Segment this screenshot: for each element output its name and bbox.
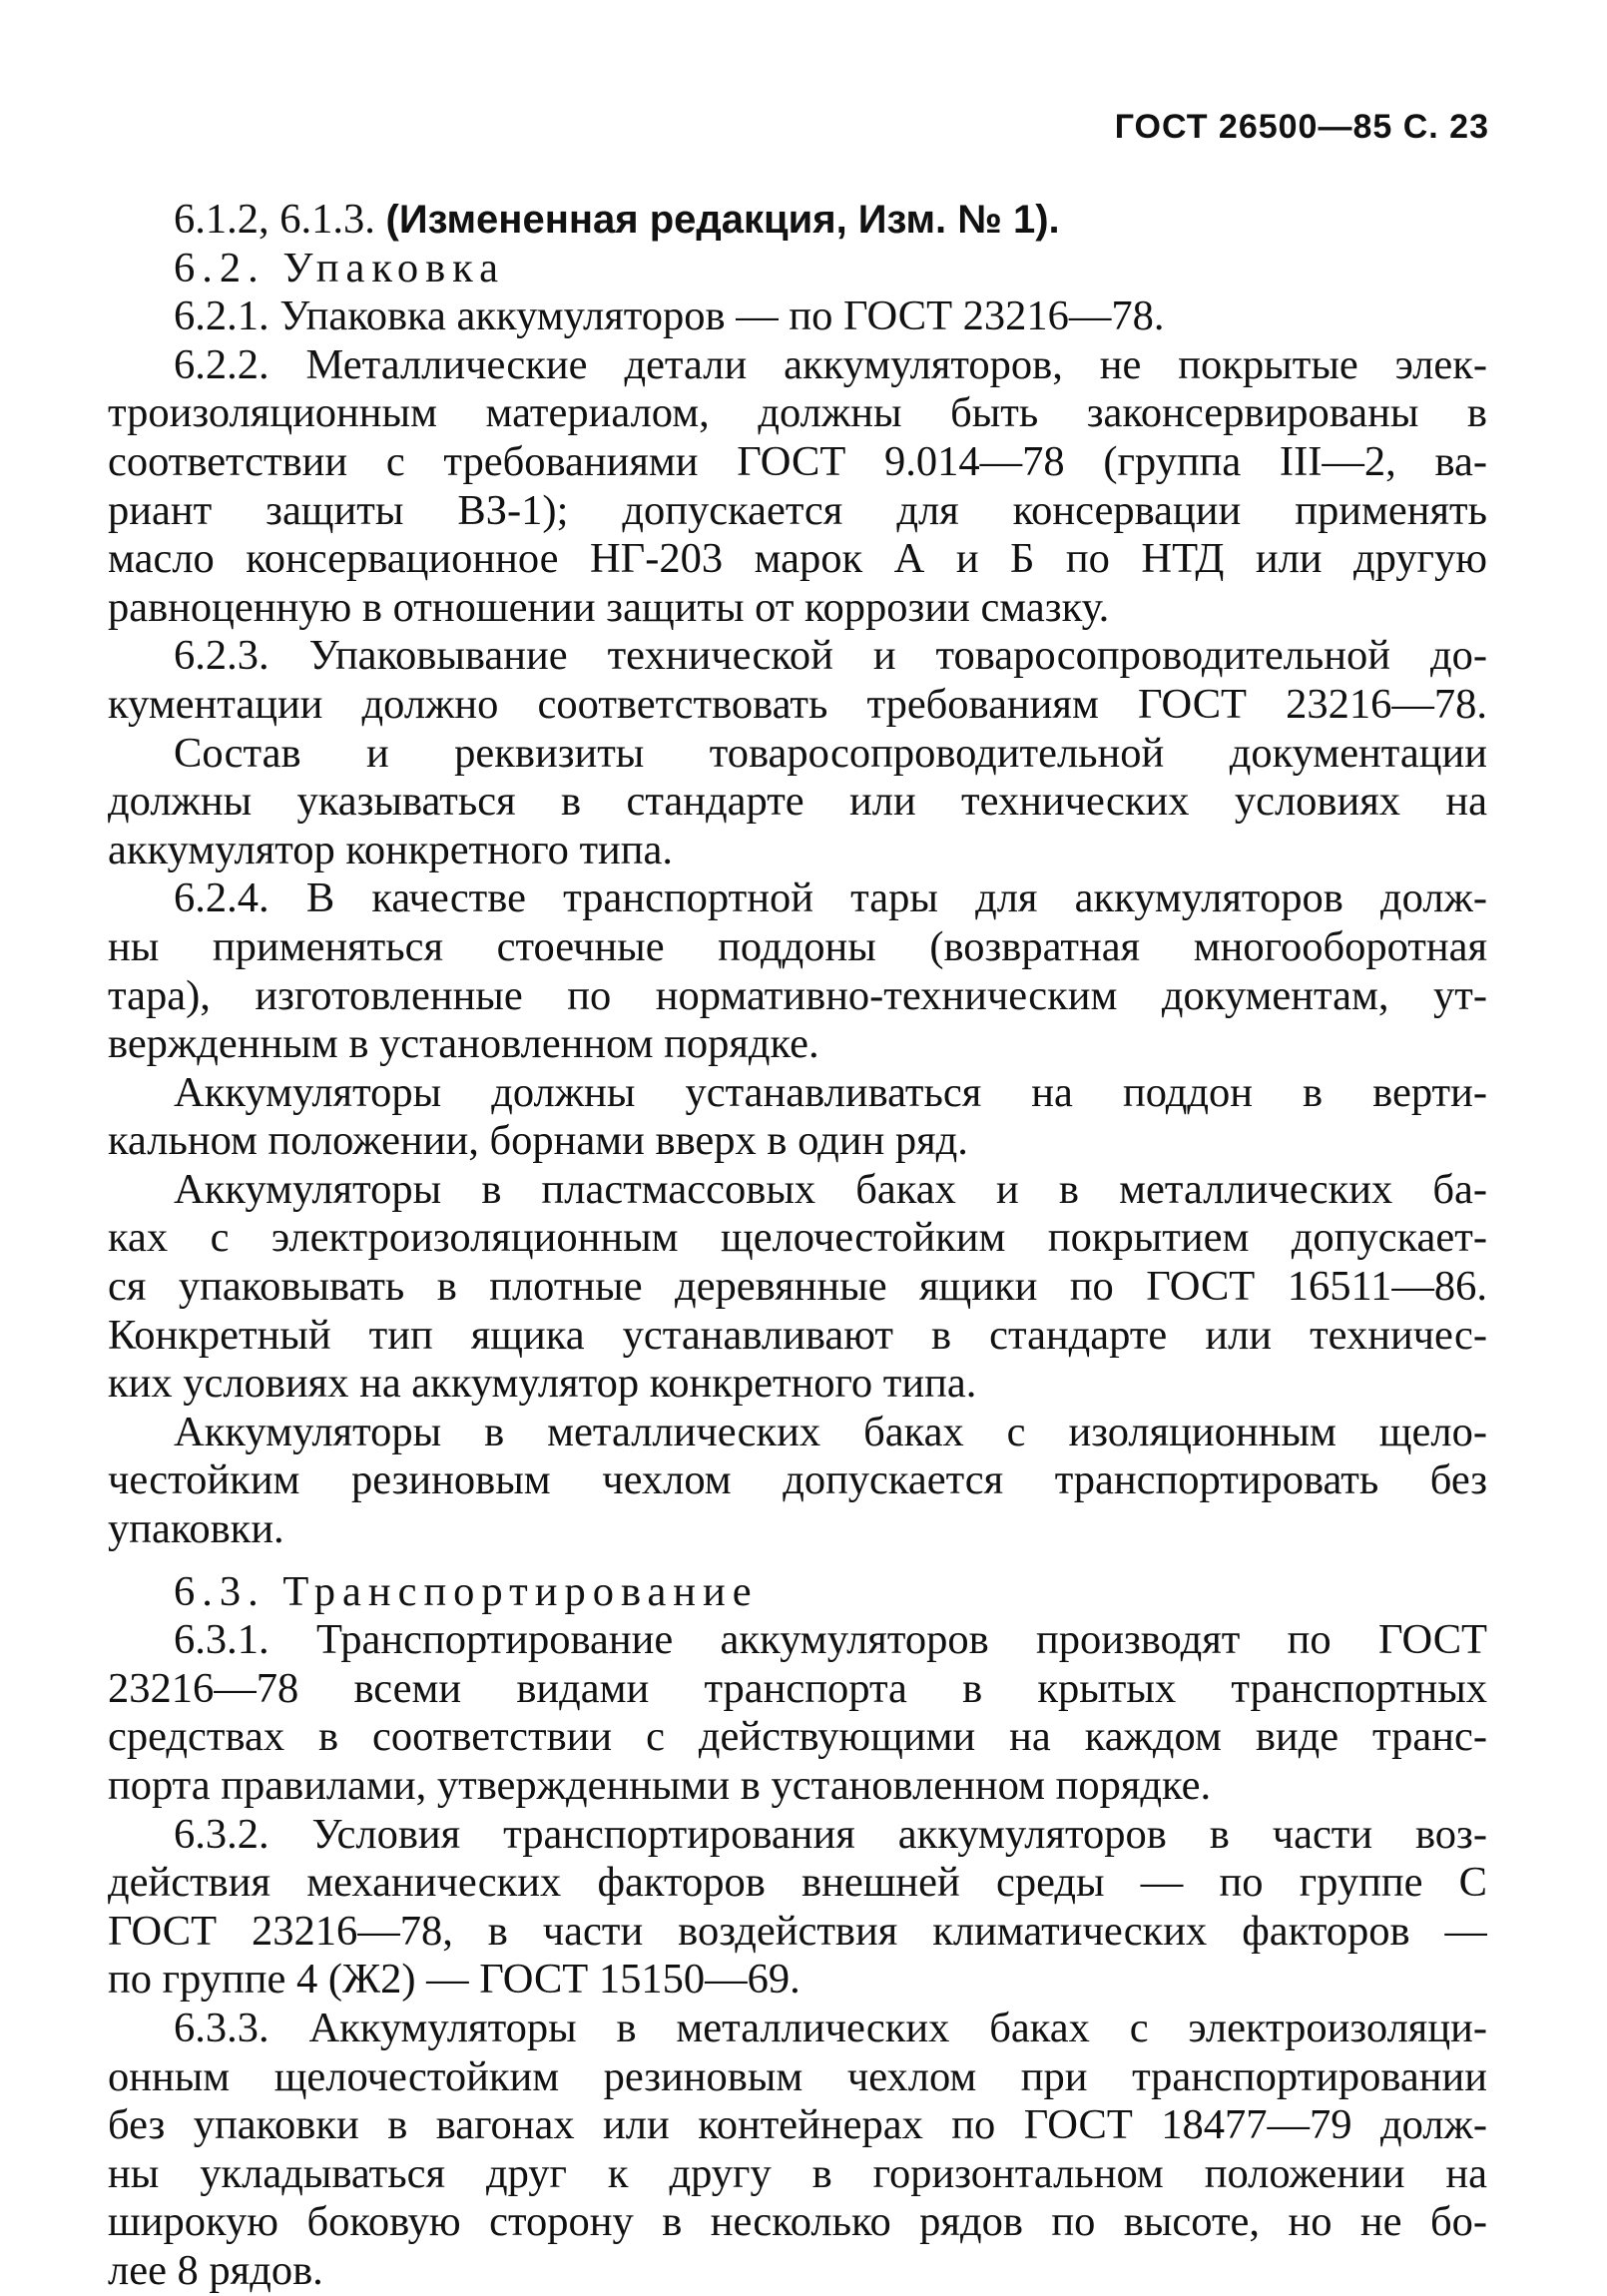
section-6-3-1-line: 23216—78 всеми видами транспорта в крытых транспортных bbox=[108, 1664, 1487, 1712]
section-6-2-4-line: честойким резиновым чехлом допускается транспортировать без bbox=[108, 1456, 1487, 1504]
section-6-1-2-prefix: 6.1.2, 6.1.3. bbox=[174, 196, 386, 243]
section-6-3-1-line: средствах в соответствии с действующими на каждом виде транс- bbox=[108, 1713, 1487, 1761]
section-6-3-2-line: ГОСТ 23216—78, в части воздействия климатических факторов — bbox=[108, 1907, 1487, 1955]
section-6-3-2-line: 6.3.2. Условия транспортирования аккумуляторов в части воз- bbox=[174, 1810, 1487, 1858]
section-6-3-2-line: по группе 4 (Ж2) — ГОСТ 15150—69. bbox=[108, 1956, 801, 2004]
section-6-3-3-line: 6.3.3. Аккумуляторы в металлических баках с электроизоляци- bbox=[174, 2004, 1487, 2051]
section-6-2-4-line: Конкретный тип ящика устанавливают в стандарте или техничес- bbox=[108, 1311, 1487, 1359]
section-6-2-4-line: вержденным в установленном порядке. bbox=[108, 1020, 819, 1068]
section-6-2-3-line: 6.2.3. Упаковывание технической и товаросопроводительной до- bbox=[174, 632, 1487, 680]
section-6-2-4-line: ких условиях на аккумулятор конкретного типа. bbox=[108, 1360, 977, 1408]
document-body bbox=[108, 196, 1487, 2296]
section-6-3-heading: 6.3. Транспортирование bbox=[174, 1567, 759, 1615]
section-6-2-4-line: Аккумуляторы в металлических баках с изоляционным щело- bbox=[174, 1408, 1487, 1455]
section-6-1-2-note bbox=[108, 196, 1487, 245]
section-6-2-2-line: масло консервационное НГ-203 марок А и Б по НТД или другую bbox=[108, 535, 1487, 583]
section-6-3-2-line: действия механических факторов внешней среды — по группе С bbox=[108, 1859, 1487, 1907]
section-6-3-1-line: 6.3.1. Транспортирование аккумуляторов производят по ГОСТ bbox=[174, 1616, 1487, 1664]
section-6-2-heading: 6.2. Упаковка bbox=[174, 244, 506, 291]
section-6-2-3-line: должны указываться в стандарте или технических условиях на bbox=[108, 778, 1487, 826]
section-6-2-1: 6.2.1. Упаковка аккумуляторов — по ГОСТ 23216—78. bbox=[174, 292, 1165, 340]
section-6-2-2-line: троизоляционным материалом, должны быть законсервированы в bbox=[108, 389, 1487, 437]
section-6-3-3-line: лее 8 рядов. bbox=[108, 2246, 323, 2294]
section-6-2-4-line: Аккумуляторы должны устанавливаться на поддон в верти- bbox=[174, 1068, 1487, 1116]
section-6-2-2-line: соответствии с требованиями ГОСТ 9.014—78 (группа III—2, ва- bbox=[108, 437, 1487, 485]
section-6-3-1-line: порта правилами, утвержденными в установленном порядке. bbox=[108, 1762, 1212, 1809]
section-6-2-4-line: тара), изготовленные по нормативно-техническим документам, ут- bbox=[108, 971, 1487, 1019]
section-6-3-3-line: без упаковки в вагонах или контейнерах по ГОСТ 18477—79 долж- bbox=[108, 2101, 1487, 2149]
section-6-3-3-line: ны укладываться друг к другу в горизонтальном положении на bbox=[108, 2149, 1487, 2197]
section-6-2-4-line: ся упаковывать в плотные деревянные ящики по ГОСТ 16511—86. bbox=[108, 1263, 1487, 1311]
section-6-2-4-line: Аккумуляторы в пластмассовых баках и в металлических ба- bbox=[174, 1165, 1487, 1213]
section-6-2-3-line: кументации должно соответствовать требованиям ГОСТ 23216—78. bbox=[108, 680, 1487, 728]
section-6-2-4-line: кальном положении, борнами вверх в один ряд. bbox=[108, 1117, 968, 1165]
amendment-note: (Измененная редакция, Изм. № 1). bbox=[385, 198, 1060, 242]
section-6-2-2-line: 6.2.2. Металлические детали аккумуляторов, не покрытые элек- bbox=[174, 340, 1487, 388]
section-6-2-2-line: равноценную в отношении защиты от коррозии смазку. bbox=[108, 583, 1110, 631]
section-6-2-4-line: ках с электроизоляционным щелочестойким покрытием допускает- bbox=[108, 1214, 1487, 1262]
section-6-2-3-line: Состав и реквизиты товаросопроводительной документации bbox=[174, 729, 1487, 777]
section-6-2-4-line: упаковки. bbox=[108, 1505, 284, 1553]
section-6-2-4-line: 6.2.4. В качестве транспортной тары для аккумуляторов долж- bbox=[174, 874, 1487, 922]
section-6-2-2-line: риант защиты ВЗ-1); допускается для консервации применять bbox=[108, 486, 1487, 534]
section-6-3-3-line: широкую боковую сторону в несколько рядов по высоте, но не бо- bbox=[108, 2198, 1487, 2246]
section-6-2-3-line: аккумулятор конкретного типа. bbox=[108, 826, 674, 873]
section-6-2-4-line: ны применяться стоечные поддоны (возвратная многооборотная bbox=[108, 922, 1487, 970]
page-header: ГОСТ 26500—85 С. 23 bbox=[1114, 108, 1489, 146]
section-6-3-3-line: онным щелочестойким резиновым чехлом при транспортировании bbox=[108, 2052, 1487, 2100]
